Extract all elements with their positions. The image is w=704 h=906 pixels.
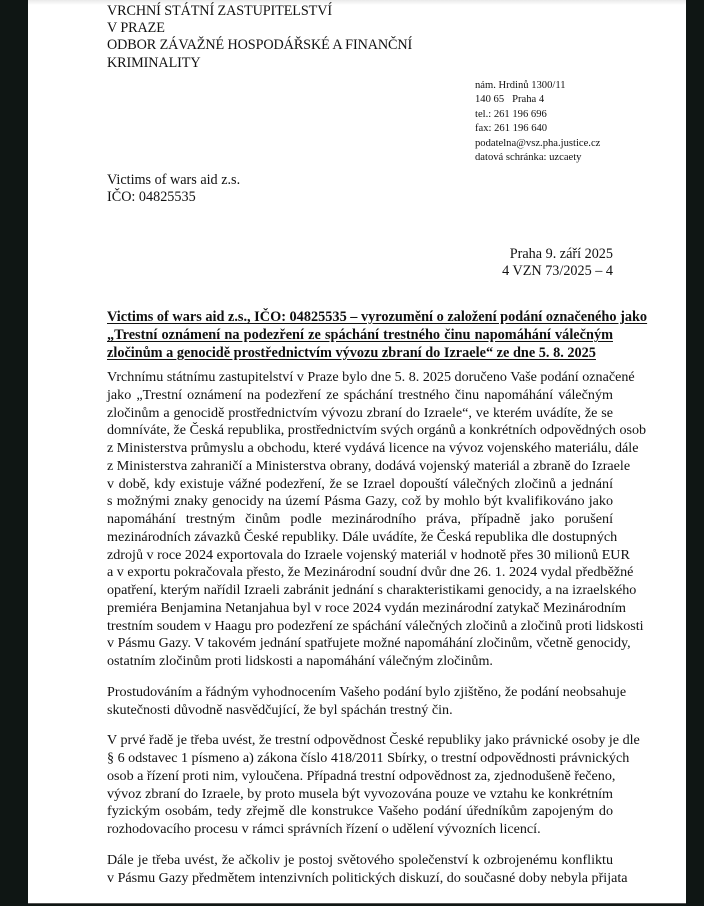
paragraph-2: [107, 683, 627, 720]
recipient-name: Victims of wars aid z.s.: [107, 172, 241, 188]
body-line: premiéra Benjamina Netanjahua byl v roce 2024 vydán mezinárodní zatykač Mezinárodním: [107, 599, 626, 616]
body-line: Prostudováním a řádným vyhodnocením Vašeho podání bylo zjištěno, že podání neobsahuje: [107, 683, 627, 700]
body-line: zdrojů v roce 2024 exportovala do Izraele vojenský materiál v hodnotě přes 30 milionů EUR: [107, 546, 630, 563]
place-date: Praha 9. září 2025: [509, 246, 613, 262]
body-line: jako „Trestní oznámení na podezření ze spáchání trestného činu napomáhání válečným: [107, 386, 613, 403]
body-line: v Pásmu Gazy. V takovém jednání spatřujete možné napomáhání zločinům, včetně genocidy,: [107, 635, 631, 652]
address-city: 140 65 Praha 4: [475, 94, 545, 106]
document-page: [28, 0, 686, 903]
paragraph-3: [107, 732, 640, 839]
body-line: zločinům a genocidě prostřednictvím vývozu zbraní do Izraele“, ve kterém uvádíte, že se: [107, 404, 613, 421]
letter-body: [107, 369, 647, 900]
body-line: z Ministerstva zahraničí a Ministerstva obrany, dodává vojenský materiál a zbraně do Izraele: [107, 457, 631, 474]
body-line: ostatním zločinům proti lidskosti a napomáhání válečným zločinům.: [107, 653, 493, 669]
subject-line: zločinům a genocidě prostřednictvím vývozu zbraní do Izraele“ ze dne 5. 8. 2025: [107, 345, 596, 361]
date-reference-block: [502, 246, 613, 280]
reference-number: 4 VZN 73/2025 – 4: [502, 263, 613, 279]
body-line: napomáhání trestným činům podle mezinárodního práva, případně jako porušení: [107, 511, 613, 527]
body-line: vývoz zbraní do Izraele, by proto musela být vyvozována pouze ve vztahu ke konkrétním: [107, 785, 613, 802]
address-phone: tel.: 261 196 696: [475, 108, 547, 120]
body-line: § 6 odstavec 1 písmeno a) zákona číslo 418/2011 Sbírky, o trestní odpovědnosti právnických: [107, 750, 630, 766]
body-line: v Pásmu Gazy předmětem intenzivních politických diskuzí, do současné doby nebyla přijata: [107, 869, 628, 886]
body-line: s možnými znaky genocidy na území Pásma Gazy, což by mohlo být kvalifikováno jako: [107, 493, 613, 510]
issuer-line: VRCHNÍ STÁTNÍ ZASTUPITELSTVÍ: [107, 3, 332, 19]
body-line: domníváte, že Česká republika, prostřednictvím svých orgánů a konkrétních odpovědných osob: [107, 422, 647, 439]
body-line: skutečnosti důvodně nasvědčující, že byl spáchán trestný čin.: [107, 701, 453, 718]
body-line: a v exportu pokračovala přesto, že Mezinárodní soudní dvůr dne 26. 1. 2024 vydal předběžné: [107, 564, 634, 581]
subject-line: „Trestní oznámení na podezření ze spáchání trestného činu napomáhání válečným: [107, 327, 613, 343]
body-line: opatření, kterým nařídil Izraeli zabránit jednání s charakteristikami genocidy, a na izraelského: [107, 582, 637, 598]
address-street: nám. Hrdinů 1300/11: [475, 80, 566, 91]
address-email: podatelna@vsz.pha.justice.cz: [475, 137, 601, 149]
paragraph-1: [107, 369, 647, 671]
issuer-line: KRIMINALITY: [107, 54, 201, 71]
body-line: rozhodovacího procesu v rámci správních řízení o udělení vývozních licencí.: [107, 821, 541, 837]
body-line: trestním soudem v Haagu pro podezření ze spáchání válečných zločinů a zločinů proti lidskosti: [107, 617, 644, 634]
recipient-ico: IČO: 04825535: [107, 188, 196, 205]
paragraph-4: [107, 851, 628, 888]
address-data-box: datová schránka: uzcaety: [475, 152, 582, 164]
body-line: z Ministerstva průmyslu a obchodu, které vydává licence na vývoz vojenského materiálu, dále: [107, 440, 639, 456]
issuer-line: V PRAZE: [107, 20, 165, 37]
subject-heading: [107, 308, 648, 362]
body-line: osob a řízení proti nim, vyloučena. Případná trestní odpovědnost za, zjednodušeně řečeno,: [107, 767, 616, 784]
body-line: V prvé řadě je třeba uvést, že trestní odpovědnost České republiky jako právnické osoby je dle: [107, 732, 640, 749]
body-line: fyzickým osobám, tedy zřejmě dle konstrukce Vašeho podání úředníkům zapojeným do: [107, 803, 613, 820]
issuer-address-block: [475, 79, 600, 165]
issuer-line: ODBOR ZÁVAŽNÉ HOSPODÁŘSKÉ A FINANČNÍ: [107, 37, 413, 54]
issuer-header: [107, 3, 412, 72]
body-line: v době, kdy existuje vážné podezření, že se Izrael dopouští válečných zločinů a jednání: [107, 475, 613, 492]
body-line: Dále je třeba uvést, že ačkoliv je postoj světového společenství k ozbrojenému konfliktu: [107, 851, 613, 868]
recipient-block: [107, 172, 240, 205]
subject-line: Victims of wars aid z.s., IČO: 04825535 – vyrozumění o založení podání označeného jako: [107, 309, 648, 325]
body-line: mezinárodních závazků České republiky. Dále uvádíte, že Česká republika dle dostupných: [107, 528, 618, 545]
body-line: Vrchnímu státnímu zastupitelství v Praze bylo dne 5. 8. 2025 doručeno Vaše podání označené: [107, 369, 635, 385]
address-fax: fax: 261 196 640: [475, 123, 548, 135]
